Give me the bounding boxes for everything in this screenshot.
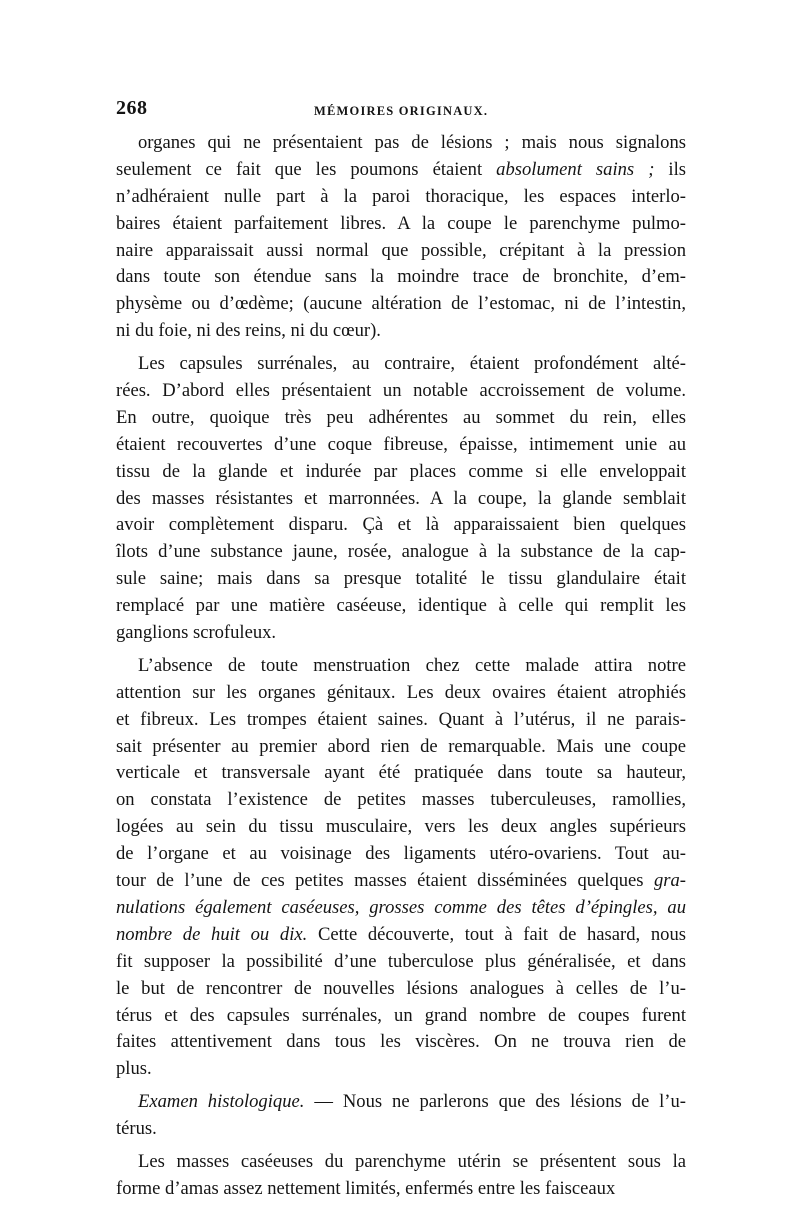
text-line: n’adhéraient nulle part à la paroi thoracique, les espaces interlo- (116, 185, 686, 207)
text-line: organes qui ne présentaient pas de lésions ; mais nous signalons (138, 132, 686, 153)
text-line: avoir complètement disparu. Çà et là apparaissaient bien quelques (116, 514, 686, 536)
text-line: physème ou d’œdème; (aucune altération de l’estomac, ni de l’intestin, (116, 293, 686, 315)
italic-text: nombre de huit ou dix. (116, 923, 308, 945)
paragraph (116, 130, 686, 345)
text-line: Examen histologique. — Nous ne parlerons que des lésions de l’u- (138, 1091, 686, 1113)
text-line: seulement ce fait que les poumons étaient absolument sains ; ils (116, 158, 686, 180)
body-text (116, 130, 686, 1209)
text-line: nombre de huit ou dix. Cette découverte, tout à fait de hasard, nous (116, 923, 686, 945)
text-line: attention sur les organes génitaux. Les deux ovaires étaient atrophiés (116, 681, 686, 703)
text-line: fit supposer la possibilité d’une tuberculose plus généralisée, et dans (116, 950, 686, 972)
text-line: sule saine; mais dans sa presque totalité le tissu glandulaire était (116, 568, 686, 590)
text-line: Les masses caséeuses du parenchyme utérin se présentent sous la (138, 1150, 686, 1172)
paragraph (116, 1089, 686, 1143)
text-line: étaient recouvertes d’une coque fibreuse, épaisse, intimement unie au (116, 433, 686, 455)
text-line: sait présenter au premier abord rien de remarquable. Mais une coupe (116, 735, 686, 757)
text-line: des masses résistantes et marronnées. A la coupe, la glande semblait (116, 487, 686, 509)
text-line: térus et des capsules surrénales, un grand nombre de coupes furent (116, 1004, 686, 1026)
text-line: L’absence de toute menstruation chez cette malade attira notre (138, 654, 686, 676)
text-line: on constata l’existence de petites masses tuberculeuses, ramollies, (116, 789, 686, 811)
text-line: plus. (116, 1058, 152, 1080)
paragraph (116, 351, 686, 647)
italic-text: absolument sains ; (496, 158, 655, 180)
running-head: MÉMOIRES ORIGINAUX. (314, 104, 489, 118)
text-line: En outre, quoique très peu adhérentes au sommet du rein, elles (116, 406, 686, 428)
text-line (116, 895, 686, 922)
text-line: faites attentivement dans tous les viscères. On ne trouva rien de (116, 1031, 686, 1053)
italic-text: Examen histologique. (138, 1091, 305, 1113)
italic-text: nulations également caséeuses, grosses comme des têtes d’épingles, au (116, 896, 686, 918)
text-line: logées au sein du tissu musculaire, vers les deux angles supérieurs (116, 816, 686, 838)
italic-text: gra- (653, 870, 686, 892)
text-line: et fibreux. Les trompes étaient saines. Quant à l’utérus, il ne parais- (116, 708, 686, 730)
text-line: ni du foie, ni des reins, ni du cœur). (116, 320, 381, 342)
page-header (116, 97, 686, 127)
text-line: Les capsules surrénales, au contraire, étaient profondément alté- (138, 353, 686, 375)
text-line: verticale et transversale ayant été pratiquée dans toute sa hauteur, (116, 762, 686, 784)
text-line: tissu de la glande et indurée par places comme si elle enveloppait (116, 460, 686, 482)
text-line: rées. D’abord elles présentaient un notable accroissement de volume. (116, 380, 686, 402)
text-line: de l’organe et au voisinage des ligaments utéro-ovariens. Tout au- (116, 843, 686, 865)
text-line: forme d’amas assez nettement limités, enfermés entre les faisceaux (116, 1177, 616, 1199)
text-line: îlots d’une substance jaune, rosée, analogue à la substance de la cap- (116, 541, 686, 563)
text-line: ganglions scrofuleux. (116, 622, 277, 644)
text-line: naire apparaissait aussi normal que possible, crépitant à la pression (116, 239, 686, 261)
text-line: tour de l’une de ces petites masses étaient disséminées quelques gra- (116, 870, 686, 892)
text-line: dans toute son étendue sans la moindre trace de bronchite, d’em- (116, 266, 686, 288)
text-line: baires étaient parfaitement libres. A la coupe le parenchyme pulmo- (116, 212, 686, 234)
text-line: térus. (116, 1118, 157, 1140)
paragraph (116, 1149, 686, 1203)
paragraph (116, 653, 686, 1083)
text-line: remplacé par une matière caséeuse, identique à celle qui remplit les (116, 595, 686, 617)
page-number: 268 (116, 97, 148, 119)
text-line: le but de rencontrer de nouvelles lésions analogues à celles de l’u- (116, 977, 686, 999)
